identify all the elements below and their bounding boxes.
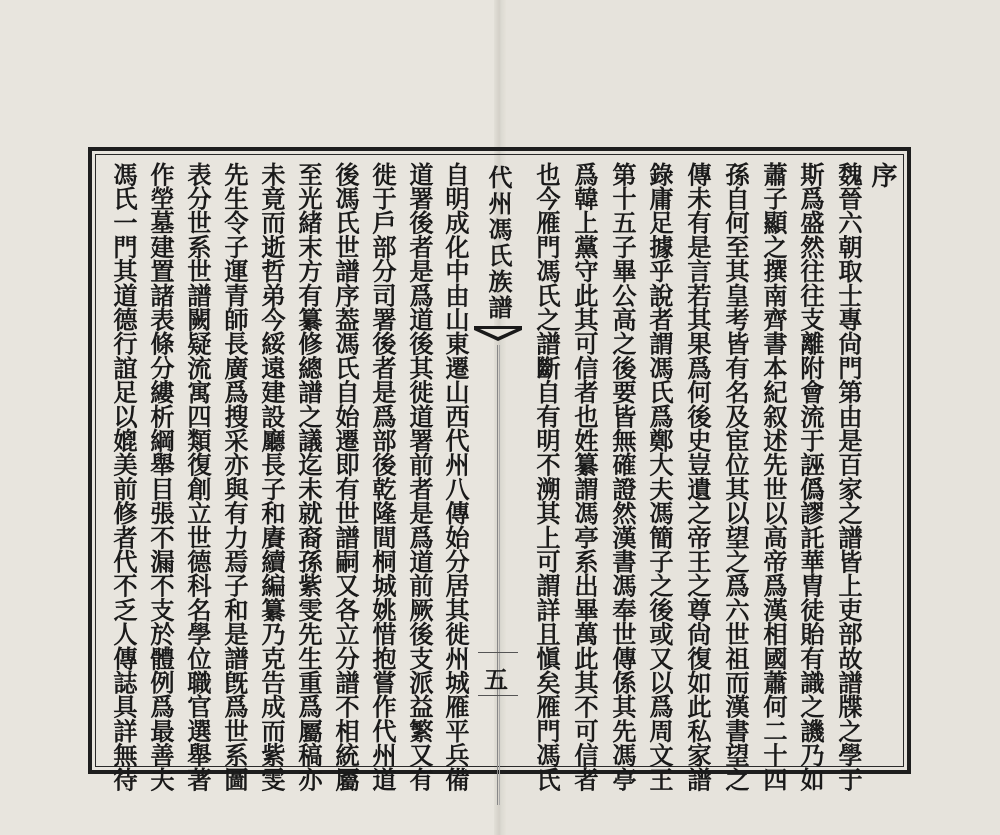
text-column-r2: 斯爲盛然往往支離附會流于誣僞謬託華胄徒貽有識之譏乃如 xyxy=(796,162,825,792)
center-rule-2 xyxy=(499,345,500,805)
text-column-l1: 自明成化中由山東遷山西代州八傳始分居其徙州城雁平兵備 xyxy=(441,162,470,792)
text-column-r8: 爲韓上黨守此其可信者也姓纂謂馮亭系出畢萬此其不可信者 xyxy=(570,162,599,792)
text-column-r1: 魏晉六朝取士專尙門第由是百家之譜皆上吏部故譜牒之學于 xyxy=(834,162,863,792)
text-column-l9: 作塋墓建置諸表條分縷析綱舉目張不漏不支於體例爲最善夫 xyxy=(146,162,175,792)
text-column-l4: 後馮氏世譜序葢馮氏自始遷即有世譜嗣又各立分譜不相統屬 xyxy=(331,162,360,792)
text-column-r5: 傳未有是言若其果爲何後史豈遺之帝王之尊尙復如此私家譜 xyxy=(683,162,712,792)
text-column-l10: 馮氏一門其道德行誼足以媲美前修者代不乏人傳誌具詳無待 xyxy=(109,162,138,792)
fishtail-mark xyxy=(474,326,522,342)
text-column-r4: 孫自何至其皇考皆有名及宦位其以望之爲六世祖而漢書望之 xyxy=(721,162,750,792)
page-number: 五 xyxy=(484,665,508,694)
text-column-l2: 道署後者是爲道後其徙道署前者是爲道前厥後支派益繁又有 xyxy=(405,162,434,792)
text-column-r7: 第十五子畢公高之後要皆無確證然漢書馮奉世傳係其先馮亭 xyxy=(608,162,637,792)
preface-heading: 序 xyxy=(867,162,897,188)
center-rule xyxy=(497,345,498,805)
page-number-rule-top xyxy=(478,652,518,653)
book-title: 代州馮氏族譜 xyxy=(484,165,513,321)
text-column-l5: 至光緒末方有纂修總譜之議迄未就裔孫紫雯先生重爲屬稿亦 xyxy=(294,162,323,792)
center-margin-column xyxy=(472,160,524,765)
text-column-l7: 先生令子運青師長廣爲搜采亦與有力焉子和是譜旣爲世系圖 xyxy=(220,162,249,792)
page-number-rule-bottom xyxy=(478,695,518,696)
text-column-r3: 蕭子顯之撰南齊書本紀叙述先世以高帝爲漢相國蕭何二十四 xyxy=(759,162,788,792)
text-column-l3: 徙于戶部分司署後者是爲部後乾隆間桐城姚惜抱嘗作代州道 xyxy=(368,162,397,792)
text-column-r9: 也今雁門馮氏之譜斷自有明不溯其上可謂詳且愼矣雁門馮氏 xyxy=(532,162,561,792)
text-column-r6: 錄庸足據乎說者謂馮氏爲鄭大夫馮簡子之後或又以爲周文王 xyxy=(645,162,674,792)
text-column-l6: 未竟而逝哲弟今綏遠建設廳長子和賡續編纂乃克告成而紫雯 xyxy=(257,162,286,792)
text-column-l8: 表分世系世譜闕疑流寓四類復創立世德科名學位職官選舉著 xyxy=(183,162,212,792)
